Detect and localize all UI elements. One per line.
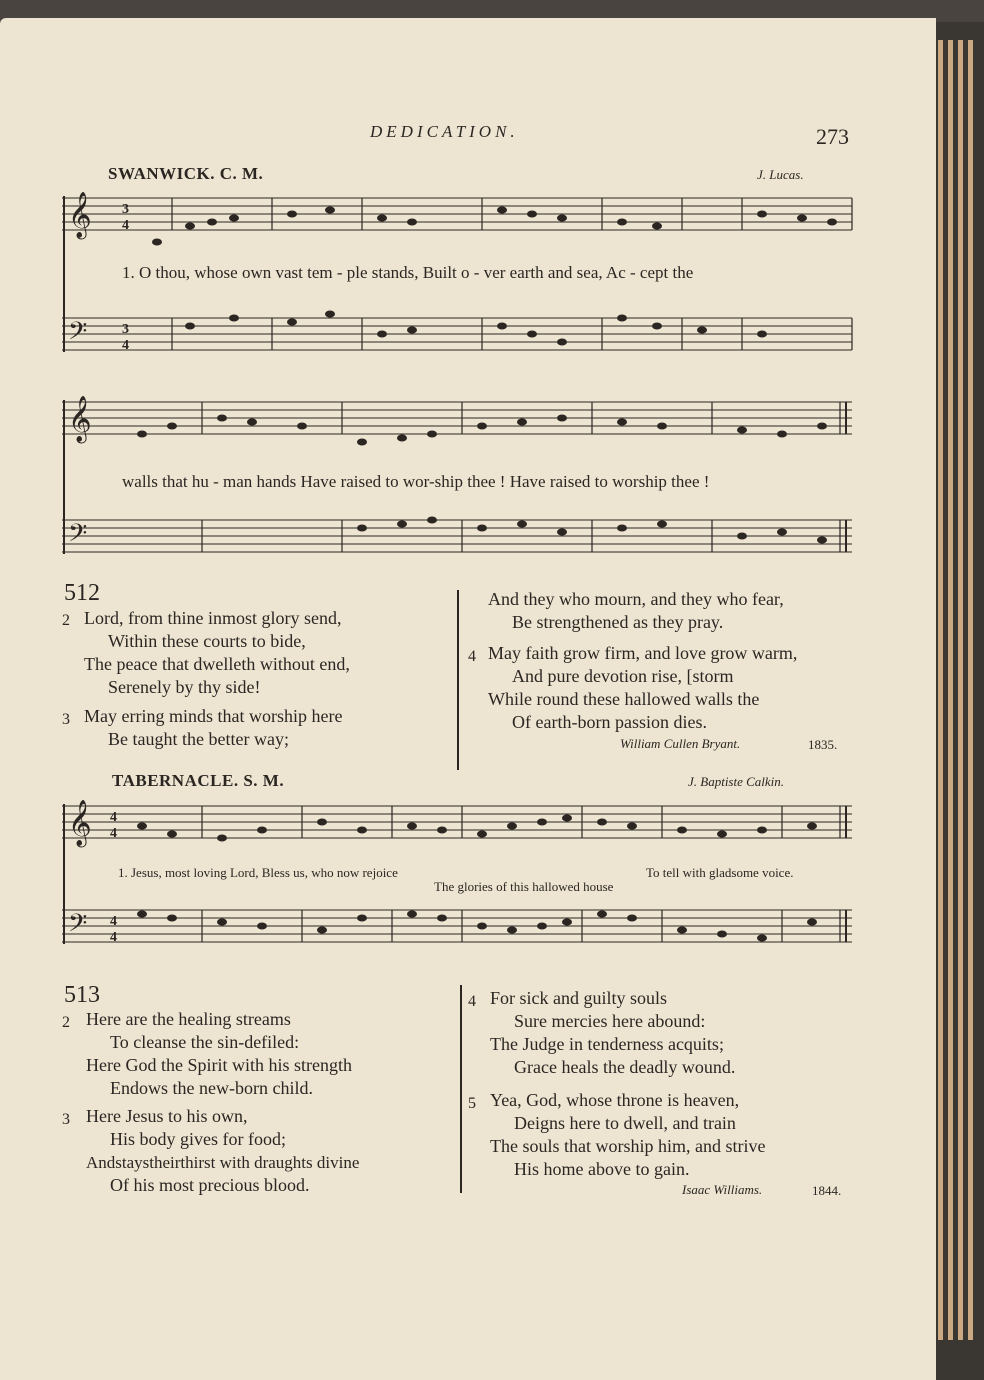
stanza-513-5 xyxy=(490,1089,765,1181)
stanza-512-3-cont xyxy=(488,588,784,634)
verse-line: Serenely by thy side! xyxy=(108,677,261,697)
verse-line: The souls that worship him, and strive xyxy=(490,1136,766,1156)
verse-line: Here are the healing streams xyxy=(86,1009,291,1029)
hymn-number-512: 512 xyxy=(64,580,100,606)
verse-line: Within these courts to bide, xyxy=(108,631,306,651)
tune-name-tabernacle: TABERNACLE. S. M. xyxy=(112,771,285,790)
svg-text:4: 4 xyxy=(122,338,129,353)
verse-line: Sure mercies here abound: xyxy=(514,1011,706,1031)
svg-text:4: 4 xyxy=(110,930,117,945)
verse-line: Grace heals the deadly wound. xyxy=(514,1057,736,1077)
page-edge-3 xyxy=(958,40,963,1340)
lyric-line-1: 1. O thou, whose own vast tem - ple stands, Built o - ver earth and sea, Ac - cept the xyxy=(122,263,694,282)
verse-line: The Judge in tenderness acquits; xyxy=(490,1034,724,1054)
svg-text:4: 4 xyxy=(110,826,117,841)
column-separator xyxy=(460,985,462,1193)
year-512: 1835. xyxy=(808,737,838,752)
page-number: 273 xyxy=(816,124,849,149)
verse-number: 3 xyxy=(62,711,70,728)
verse-line: Be taught the better way; xyxy=(108,729,289,749)
verse-line: Yea, God, whose throne is heaven, xyxy=(490,1090,740,1110)
lyric-tabernacle-c: The glories of this hallowed house xyxy=(434,879,614,894)
verse-line: May faith grow firm, and love grow warm, xyxy=(488,643,798,663)
tune-name-swanwick: SWANWICK. C. M. xyxy=(108,164,264,183)
verse-line: Of his most precious blood. xyxy=(110,1175,310,1195)
lyric-line-2: walls that hu - man hands Have raised to wor-ship thee ! Have raised to worship thee ! xyxy=(122,472,710,491)
stanza-512-4 xyxy=(488,642,797,734)
verse-line: For sick and guilty souls xyxy=(490,988,668,1008)
page-edge-2 xyxy=(948,40,953,1340)
verse-line: To cleanse the sin-defiled: xyxy=(110,1032,300,1052)
verse-line: Of earth-born passion dies. xyxy=(512,712,707,732)
svg-text:𝄢: 𝄢 xyxy=(68,519,88,554)
svg-text:𝄞: 𝄞 xyxy=(68,800,92,846)
column-separator xyxy=(457,590,459,770)
svg-text:𝄢: 𝄢 xyxy=(68,317,88,352)
page-edge-1 xyxy=(938,40,943,1340)
stanza-513-3 xyxy=(86,1105,359,1197)
svg-text:𝄞: 𝄞 xyxy=(68,396,92,442)
verse-line: Here Jesus to his own, xyxy=(86,1106,248,1126)
stanza-512-3 xyxy=(84,705,342,751)
stanza-513-4 xyxy=(490,987,735,1079)
svg-text:4: 4 xyxy=(110,914,117,929)
verse-number: 2 xyxy=(62,612,70,629)
verse-line: Endows the new-born child. xyxy=(110,1078,313,1098)
verse-number: 2 xyxy=(62,1014,70,1031)
svg-text:𝄢: 𝄢 xyxy=(68,909,88,944)
svg-text:3: 3 xyxy=(122,322,129,337)
verse-number: 4 xyxy=(468,648,476,665)
stanza-512-2 xyxy=(84,607,350,699)
verse-line: Andstaystheirthirst with draughts divine xyxy=(86,1153,360,1172)
verse-line: The peace that dwelleth without end, xyxy=(84,654,350,674)
verse-line: And they who mourn, and they who fear, xyxy=(488,589,784,609)
lyric-tabernacle-a: 1. Jesus, most loving Lord, Bless us, who now rejoice xyxy=(118,865,398,880)
composer-lucas: J. Lucas. xyxy=(757,167,804,182)
verse-line: May erring minds that worship here xyxy=(84,706,343,726)
verse-line: While round these hallowed walls the xyxy=(488,689,760,709)
verse-number: 5 xyxy=(468,1095,476,1112)
svg-text:3: 3 xyxy=(122,202,129,217)
composer-calkin: J. Baptiste Calkin. xyxy=(688,774,785,789)
verse-number: 4 xyxy=(468,993,476,1010)
verse-number: 3 xyxy=(62,1111,70,1128)
verse-line: His body gives for food; xyxy=(110,1129,286,1149)
lyric-tabernacle-b: To tell with gladsome voice. xyxy=(646,865,794,880)
verse-line: Deigns here to dwell, and train xyxy=(514,1113,736,1133)
year-513: 1844. xyxy=(812,1183,842,1198)
verse-line: Lord, from thine inmost glory send, xyxy=(84,608,342,628)
hymn-number-513: 513 xyxy=(64,982,100,1008)
stanza-513-2 xyxy=(86,1008,352,1100)
verse-line: And pure devotion rise, [storm xyxy=(512,666,734,686)
svg-text:4: 4 xyxy=(110,810,117,825)
svg-text:4: 4 xyxy=(122,218,129,233)
page-edge-4 xyxy=(968,40,973,1340)
author-bryant: William Cullen Bryant. xyxy=(620,736,741,751)
verse-line: Here God the Spirit with his strength xyxy=(86,1055,352,1075)
verse-line: His home above to gain. xyxy=(514,1159,690,1179)
author-williams: Isaac Williams. xyxy=(682,1182,763,1197)
svg-text:𝄞: 𝄞 xyxy=(68,192,92,238)
verse-line: Be strengthened as they pray. xyxy=(512,612,724,632)
section-header: DEDICATION. xyxy=(370,122,519,141)
